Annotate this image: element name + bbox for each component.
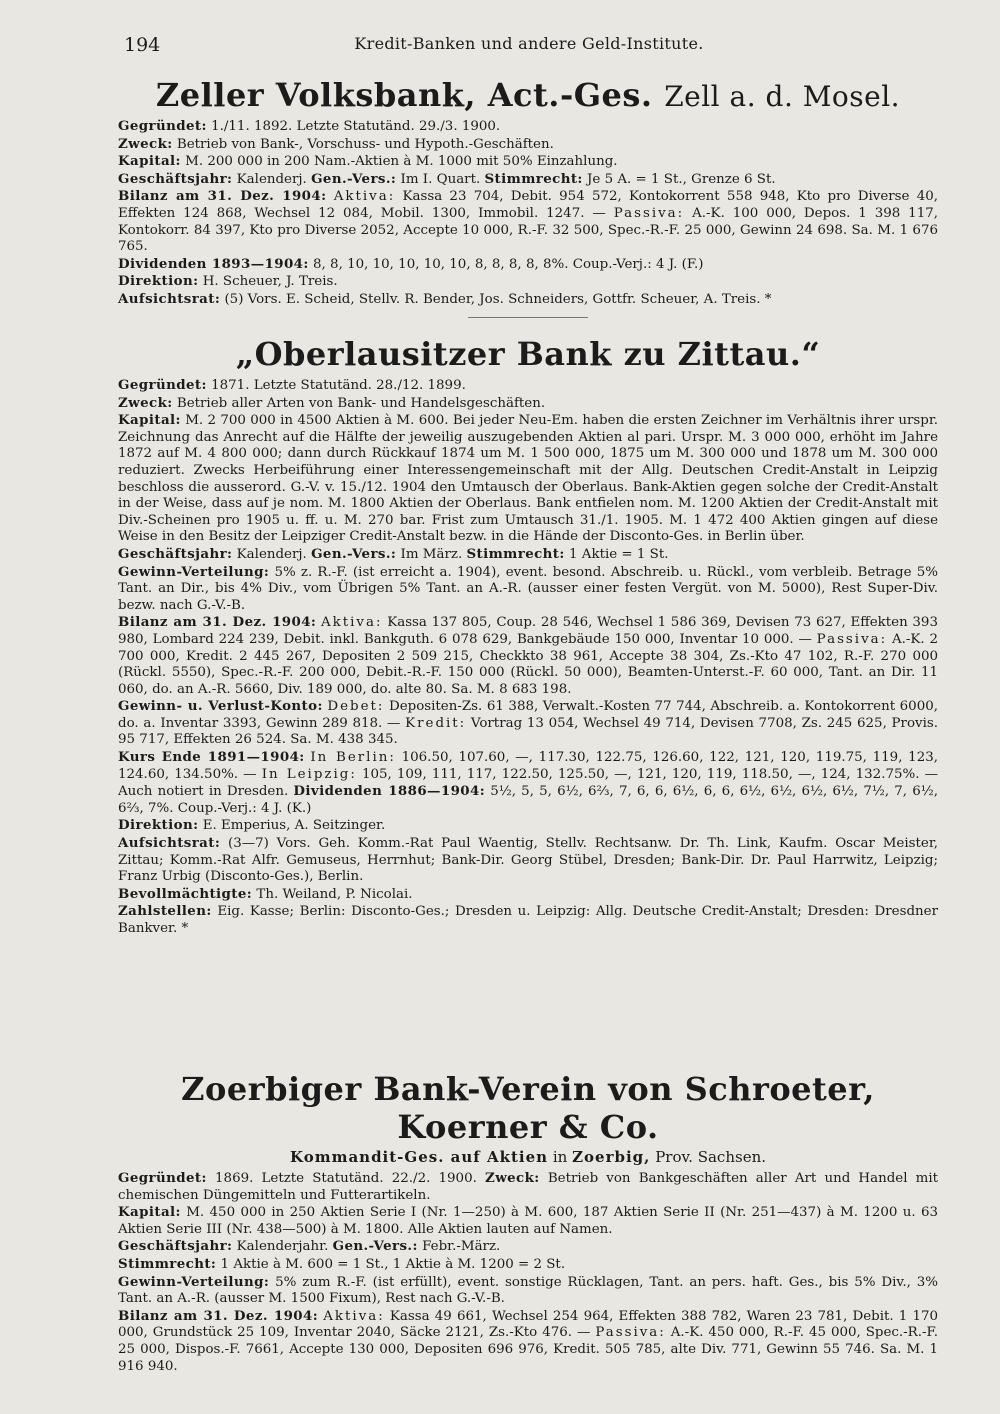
label-zahlstellen: Zahlstellen: (118, 903, 212, 920)
value-aufsichtsrat: (5) Vors. E. Scheid, Stellv. R. Bender, Jos. Schneiders, Gottfr. Scheuer, A. Treis. * (224, 291, 772, 307)
entry-oberlausitzer-bank (118, 335, 938, 938)
field-dividenden (118, 256, 938, 274)
value-genvers: Im I. Quart. (400, 171, 481, 187)
label-kurse-berlin: In Berlin: (310, 750, 396, 766)
entry-title (118, 76, 938, 114)
field-stimmrecht (118, 1256, 938, 1274)
value-zahlstellen: Eig. Kasse; Berlin: Disconto-Ges.; Dresden u. Leipzig: Allg. Deutsche Credit-Anstalt; Dresden: Dresdner Bankver. * (118, 904, 939, 936)
field-zweck (118, 395, 938, 413)
value-zweck: Betrieb von Bank-, Vorschuss- und Hypoth.-Geschäften. (176, 136, 554, 152)
running-title: Kredit-Banken und andere Geld-Institute. (354, 34, 704, 53)
label-bilanz: Bilanz am 31. Dez. 1904: (118, 188, 327, 205)
field-kurse (118, 749, 938, 817)
value-kurse-leipzig: 105, 109, 111, 117, 122.50, 125.50, —, 121, 120, 119, 118.50, —, 124, 132.75%. — Auch notiert in Dresden. (118, 766, 938, 800)
value-dividenden: 5½, 5, 5, 6½, 6⅔, 7, 6, 6, 6½, 6, 6, 6½, 6½, 6½, 6½, 7½, 7, 6½, 6⅔, 7%. Coup.-Verj.: 4 J. (K.) (118, 784, 938, 816)
value-bevollmaechtigte: Th. Weiland, P. Nicolai. (256, 886, 413, 902)
field-gewinnverteilung (118, 1274, 938, 1308)
value-zweck: Betrieb von Bankgeschäften aller Art und Handel mit chemischen Düngemitteln und Futterartikeln. (118, 1171, 939, 1203)
value-gegruendet: 1871. Letzte Statutänd. 28./12. 1899. (211, 378, 466, 393)
value-aktiva: Kassa 137 805, Coup. 28 546, Wechsel 1 586 369, Devisen 73 627, Effekten 393 980, Lombard 224 239, Debit. inkl. Bankguth. 6 078 629, Bankgebäude 150 000, Inventar 10 000. — (118, 615, 938, 647)
label-passiva: Passiva: (595, 1325, 666, 1341)
label-kurse-leipzig: In Leipzig: (261, 766, 357, 782)
field-kapital (118, 153, 938, 171)
value-gegruendet: 1./11. 1892. Letzte Statutänd. 29./3. 1900. (211, 119, 501, 134)
label-aktiva: Aktiva: (323, 1308, 385, 1324)
label-geschaeftsjahr: Geschäftsjahr: (118, 170, 233, 187)
label-genvers: Gen.-Vers.: (311, 170, 397, 187)
label-kurse: Kurs Ende 1891—1904: (118, 749, 305, 766)
label-stimmrecht: Stimmrecht: (484, 170, 583, 187)
entry-zoerbiger-bank-verein (118, 1070, 938, 1375)
value-dividenden: 8, 8, 10, 10, 10, 10, 10, 8, 8, 8, 8, 8%. Coup.-Verj.: 4 J. (F.) (313, 256, 704, 272)
value-direktion: E. Emperius, A. Seitzinger. (202, 818, 386, 834)
value-aktiva: Kassa 23 704, Debit. 954 572, Kontokorrent 558 948, Kto pro Diverse 40, Effekten 124 868, Wechsel 12 084, Mobil. 1300, Immobil. 1247. — (118, 189, 938, 221)
value-stimmrecht: Je 5 A. = 1 St., Grenze 6 St. (587, 171, 776, 187)
label-genvers: Gen.-Vers.: (332, 1238, 418, 1255)
label-gewinnverteilung: Gewinn-Verteilung: (118, 563, 270, 580)
value-kapital: M. 450 000 in 250 Aktien Serie I (Nr. 1—250) à M. 600, 187 Aktien Serie II (Nr. 251—437) à M. 1200 u. 63 Aktien Serie III (Nr. 438—500) à M. 1800. Alle Aktien lauten auf Namen. (118, 1205, 938, 1237)
label-kapital: Kapital: (118, 1204, 181, 1221)
field-gegruendet (118, 1170, 938, 1204)
field-geschaeftsjahr (118, 546, 938, 564)
subtitle-in: in (552, 1148, 568, 1166)
label-geschaeftsjahr: Geschäftsjahr: (118, 545, 233, 562)
value-genvers: Im März. (400, 546, 463, 562)
field-kapital (118, 412, 938, 546)
field-zahlstellen (118, 903, 938, 937)
field-direktion (118, 273, 938, 291)
value-zweck: Betrieb aller Arten von Bank- und Handelsgeschäften. (176, 395, 546, 411)
label-bilanz: Bilanz am 31. Dez. 1904: (118, 1307, 319, 1324)
value-passiva: A.-K. 100 000, Depos. 1 398 117, Kontokorr. 84 397, Kto pro Diverse 2052, Accepte 10 000, R.-F. 32 500, Spec.-R.-F. 25 000, Gewinn 24 698. Sa. M. 1 676 765. (118, 205, 938, 255)
subtitle-kommandit: Kommandit-Ges. auf Aktien (289, 1148, 549, 1166)
label-gewinnverteilung: Gewinn-Verteilung: (118, 1273, 270, 1290)
page-number: 194 (124, 34, 161, 56)
entry-title (118, 335, 938, 373)
subtitle-prov: Prov. Sachsen. (655, 1148, 766, 1166)
field-gewinnverteilung (118, 564, 938, 615)
value-gegruendet: 1869. Letzte Statutänd. 22./2. 1900. (215, 1171, 477, 1186)
value-geschaeftsjahr: Kalenderj. (236, 546, 307, 562)
label-zweck: Zweck: (485, 1170, 540, 1186)
label-gegruendet: Gegründet: (118, 377, 207, 393)
subtitle-place: Zoerbig, (572, 1148, 651, 1166)
page-header (118, 34, 940, 58)
label-bevollmaechtigte: Bevollmächtigte: (118, 885, 253, 902)
field-bilanz (118, 188, 938, 255)
label-passiva: Passiva: (613, 205, 685, 221)
label-kapital: Kapital: (118, 412, 181, 429)
label-aufsichtsrat: Aufsichtsrat: (118, 835, 221, 852)
value-kapital: M. 2 700 000 in 4500 Aktien à M. 600. Bei jeder Neu-Em. haben die ersten Zeichner im Verhältnis ihrer urspr. Zeichnung das Anrecht auf die Hälfte der jeweilig auszugebenden Aktien al pari. Urspr. M. 3 000 000, erhöht im Jahre 1872 auf M. 4 800 000; dann durch Rückkauf 1874 um M. 1 500 000, 1875 um M. 300 000 und 1878 um M. 300 000 reduziert. Zwecks Herbeiführung einer Interessengemeinschaft mit der Allg. Deutschen Credit-Anstalt in Leipzig beschloss die ausserord. G.-V. v. 15./12. 1904 den Umtausch der Oberlaus. Bank-Aktien gegen solche der Credit-Anstalt in der Weise, dass auf je nom. M. 1800 Aktien der Oberlaus. Bank entfielen nom. M. 1200 Aktien der Credit-Anstalt mit Div.-Scheinen pro 1905 u. ff. u. M. 270 bar. Frist zum Umtausch 31./1. 1905. M. 1 472 400 Aktien gingen auf diese Weise in den Besitz der Leipziger Credit-Anstalt bezw. in die Hände der Disconto-Ges. in Berlin über. (118, 413, 939, 545)
entry-name: „Oberlausitzer Bank zu Zittau.“ (235, 335, 821, 373)
value-debet: Depositen-Zs. 61 388, Verwalt.-Kosten 77 744, Abschreib. a. Kontokorrent 6000, do. a. Inventar 3393, Gewinn 289 818. — (118, 699, 938, 731)
label-guv: Gewinn- u. Verlust-Konto: (118, 698, 323, 715)
field-gegruendet (118, 118, 938, 136)
entry-subtitle (118, 1148, 938, 1166)
value-passiva: A.-K. 450 000, R.-F. 45 000, Spec.-R.-F. 25 000, Dispos.-F. 7661, Accepte 130 000, Depositen 696 976, Kredit. 505 785, alte Div. 771, Gewinn 55 746. Sa. M. 1 916 940. (118, 1325, 938, 1374)
label-debet: Debet: (327, 699, 385, 715)
label-gegruendet: Gegründet: (118, 1170, 207, 1186)
entry-name: Zeller Volksbank, Act.-Ges. (155, 76, 653, 114)
field-kapital (118, 1204, 938, 1238)
label-aufsichtsrat: Aufsichtsrat: (118, 290, 221, 307)
field-zweck (118, 136, 938, 154)
field-geschaeftsjahr (118, 171, 938, 189)
field-direktion (118, 817, 938, 835)
label-genvers: Gen.-Vers.: (311, 545, 397, 562)
label-stimmrecht: Stimmrecht: (118, 1255, 217, 1272)
label-passiva: Passiva: (816, 631, 888, 647)
value-stimmrecht: 1 Aktie à M. 600 = 1 St., 1 Aktie à M. 1200 = 2 St. (220, 1256, 566, 1272)
value-aufsichtsrat: (3—7) Vors. Geh. Komm.-Rat Paul Waentig, Stellv. Rechtsanw. Dr. Th. Link, Kaufm. Oscar Meister, Zittau; Komm.-Rat Alfr. Gemuseus, Herrnhut; Bank-Dir. Georg Stübel, Dresden; Bank-Dir. Dr. Paul Harrwitz, Leipzig; Franz Urbig (Disconto-Ges.), Berlin. (118, 836, 938, 885)
label-aktiva: Aktiva: (333, 189, 396, 205)
value-kredit: Vortrag 13 054, Wechsel 49 714, Devisen 7708, Zs. 245 625, Provis. 95 717, Effekten 26 524. Sa. M. 438 345. (118, 715, 938, 748)
value-aktiva: Kassa 49 661, Wechsel 254 964, Effekten 388 782, Waren 23 781, Debit. 1 170 000, Grundstück 25 109, Inventar 2040, Säcke 2121, Zs.-Kto 476. — (118, 1308, 939, 1341)
value-direktion: H. Scheuer, J. Treis. (202, 274, 338, 290)
entry-name: Zoerbiger Bank-Verein von Schroeter, Koerner & Co. (181, 1070, 875, 1146)
value-passiva: A.-K. 2 700 000, Kredit. 2 445 267, Depositen 2 509 215, Checkkto 38 961, Accepte 38 304, Zs.-Kto 47 102, R.-F. 270 000 (Rückl. 5550), Spec.-R.-F. 200 000, Debit.-R.-F. 150 000 (Rückl. 50 000), Beamten-Unterst.-F. 60 000, Tant. an Dir. 11 060, do. an A.-R. 5660, Div. 189 000, do. alte 80. Sa. M. 8 683 198. (118, 631, 938, 697)
value-stimmrecht: 1 Aktie = 1 St. (569, 546, 669, 562)
label-kapital: Kapital: (118, 153, 181, 170)
value-geschaeftsjahr: Kalenderjahr. (236, 1239, 329, 1255)
label-zweck: Zweck: (118, 394, 173, 411)
field-aufsichtsrat (118, 291, 938, 309)
label-bilanz: Bilanz am 31. Dez. 1904: (118, 614, 317, 631)
label-gegruendet: Gegründet: (118, 118, 207, 134)
label-aktiva: Aktiva: (320, 615, 383, 631)
value-genvers: Febr.-März. (422, 1239, 501, 1255)
label-zweck: Zweck: (118, 135, 173, 152)
value-gewinnverteilung: 5% zum R.-F. (ist erfüllt), event. sonstige Rücklagen, Tant. an pers. haft. Ges., bis 5% Div., 3% Tant. an A.-R. (ausser M. 1500 Fixum), Rest nach G.-V.-B. (118, 1274, 938, 1307)
entry-zeller-volksbank (118, 76, 938, 328)
label-direktion: Direktion: (118, 817, 199, 834)
value-kurse-berlin: 106.50, 107.60, —, 117.30, 122.75, 126.60, 122, 121, 120, 119.75, 119, 123, 124.60, 134.50%. — (118, 750, 938, 782)
value-kapital: M. 200 000 in 200 Nam.-Aktien à M. 1000 mit 50% Einzahlung. (185, 154, 618, 170)
field-geschaeftsjahr (118, 1238, 938, 1256)
label-dividenden: Dividenden 1893—1904: (118, 255, 309, 272)
value-geschaeftsjahr: Kalenderj. (236, 171, 307, 187)
label-geschaeftsjahr: Geschäftsjahr: (118, 1238, 233, 1255)
field-aufsichtsrat (118, 835, 938, 886)
entry-title (118, 1070, 938, 1146)
label-kredit: Kredit: (405, 715, 467, 731)
value-gewinnverteilung: 5% z. R.-F. (ist erreicht a. 1904), event. besond. Abschreib. u. Rückl., vom verbleib. Betrage 5% Tant. an Dir., bis 4% Div., vom Übrigen 5% Tant. an A.-R. (ausser einer festen Vergüt. von M. 5000), Rest Super-Div. bezw. nach G.-V.-B. (118, 564, 939, 613)
field-gegruendet (118, 377, 938, 395)
label-dividenden: Dividenden 1886—1904: (293, 783, 486, 800)
field-bilanz (118, 1308, 938, 1375)
field-guv (118, 698, 938, 749)
label-direktion: Direktion: (118, 273, 199, 290)
field-bevollmaechtigte (118, 886, 938, 904)
label-stimmrecht: Stimmrecht: (466, 545, 565, 562)
divider (468, 317, 588, 318)
field-bilanz (118, 614, 938, 698)
entry-place: Zell a. d. Mosel. (664, 80, 901, 113)
